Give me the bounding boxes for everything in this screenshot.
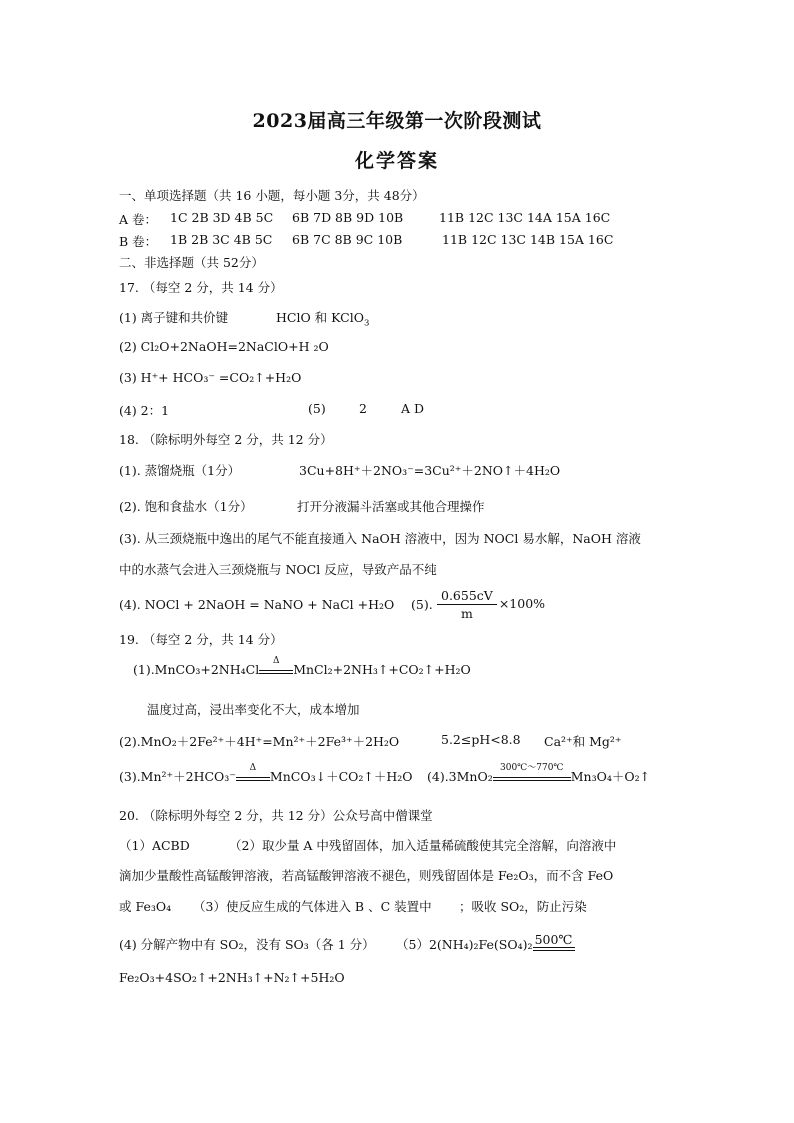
q18-answer-2 bbox=[119, 497, 599, 513]
q20-answer-2-start: （2）取少量 A 中残留固体，加入适量稀硫酸使其完全溶解，向溶液中 bbox=[229, 838, 617, 853]
q17-answer-2: (2) Cl₂O+2NaOH=2NaClO+H ₂O bbox=[119, 339, 329, 354]
q17-answer-3: (3) H⁺+ HCO₃⁻ =CO₂↑+H₂O bbox=[119, 370, 302, 385]
reaction-arrow: Δ bbox=[236, 775, 270, 781]
q19-answer-2a: (2).MnO₂＋2Fe²⁺＋4H⁺=Mn²⁺＋2Fe³⁺＋2H₂O bbox=[119, 734, 400, 749]
q19-answer-1-note: 温度过高，浸出率变化不大，成本增加 bbox=[147, 702, 360, 717]
fraction-numerator: 0.655cV bbox=[437, 588, 497, 605]
row-a-group-3: 11B 12C 13C 14A 15A 16C bbox=[439, 210, 611, 225]
q20-answer-4a: (4) 分解产物中有 SO₂，没有 SO₃（各 1 分） bbox=[119, 937, 375, 952]
q18-heading: 18. （除标明外每空 2 分，共 12 分） bbox=[119, 432, 333, 447]
q19-answer-2 bbox=[119, 732, 639, 748]
q18-answer-4a: (4). NOCl + 2NaOH = NaNO + NaCl +H₂O bbox=[119, 597, 395, 612]
q17-answer-5-label: (5) bbox=[308, 401, 326, 416]
q17-answer-5b: A D bbox=[401, 401, 425, 416]
section-2-heading: 二、非选择题（共 52分） bbox=[119, 255, 264, 270]
q20-answer-1 bbox=[119, 836, 679, 852]
q20-answer-3 bbox=[119, 897, 639, 913]
page-subtitle: 化学答案 bbox=[354, 150, 439, 172]
section-1-heading: 一、单项选择题（共 16 小题，每小题 3分，共 48分） bbox=[119, 188, 425, 203]
q18-answer-1a: (1). 蒸馏烧瓶（1分） bbox=[119, 463, 241, 478]
q20-answer-4 bbox=[119, 932, 639, 953]
row-a-label: A 卷： bbox=[119, 212, 158, 227]
reaction-arrow: Δ bbox=[259, 668, 293, 674]
q17-answer-4a: (4) 2：1 bbox=[119, 403, 170, 418]
q20-answer-1a: （1）ACBD bbox=[119, 838, 190, 853]
fraction-denominator: m bbox=[460, 606, 473, 621]
q20-answer-3b: ；吸收 SO₂，防止污染 bbox=[459, 899, 587, 914]
q17-answer-4 bbox=[119, 401, 439, 417]
q20-answer-5-start: （5）2(NH₄)₂Fe(SO₄)₂ 500℃ bbox=[396, 935, 575, 956]
fraction-tail: ×100% bbox=[498, 596, 546, 611]
row-a-group-1: 1C 2B 3D 4B 5C bbox=[170, 210, 274, 225]
q18-answer-2b: 打开分液漏斗活塞或其他合理操作 bbox=[297, 499, 485, 514]
row-b-label: B 卷： bbox=[119, 234, 158, 249]
q19-answer-1b: MnCl₂+2NH₃↑+CO₂↑+H₂O bbox=[293, 662, 471, 677]
page-title: 2023届高三年级第一次阶段测试 bbox=[252, 110, 542, 132]
reaction-arrow: 300℃～770℃ bbox=[493, 775, 571, 781]
q20-answer-5-end: Fe₂O₃+4SO₂↑+2NH₃↑+N₂↑+5H₂O bbox=[119, 970, 345, 985]
q19-answer-3 bbox=[119, 762, 679, 784]
q17-answer-5a: 2 bbox=[359, 401, 367, 416]
row-b-group-3: 11B 12C 13C 14B 15A 16C bbox=[442, 232, 614, 247]
q18-answer-4 bbox=[119, 588, 579, 624]
q19-answer-1 bbox=[133, 655, 471, 677]
q19-answer-1a: (1).MnCO₃+2NH₄Cl bbox=[133, 662, 260, 677]
q17-heading: 17. （每空 2 分，共 14 分） bbox=[119, 280, 283, 295]
q20-answer-3a: （3）使反应生成的气体进入 B 、C 装置中 bbox=[193, 899, 432, 914]
q18-answer-5-label: (5). bbox=[411, 597, 433, 612]
q19-answer-2c: Ca²⁺和 Mg²⁺ bbox=[544, 734, 622, 749]
q18-answer-1 bbox=[119, 461, 599, 477]
answer-row-a bbox=[119, 210, 611, 228]
q18-answer-5-formula bbox=[435, 588, 545, 621]
q19-answer-4-formula: (4).3MnO₂ 300℃～770℃ Mn₃O₄＋O₂↑ bbox=[427, 762, 651, 784]
reaction-condition: 500℃ bbox=[533, 932, 575, 951]
q18-answer-3-line-2: 中的水蒸气会进入三颈烧瓶与 NOCl 反应，导致产品不纯 bbox=[119, 562, 437, 577]
q20-answer-2-end: 或 Fe₃O₄ bbox=[119, 899, 172, 914]
q19-answer-3-formula: (3).Mn²⁺＋2HCO₃⁻ Δ MnCO₃↓＋CO₂↑＋H₂O bbox=[119, 762, 413, 784]
q20-heading: 20. （除标明外每空 2 分，共 12 分）公众号高中僧课堂 bbox=[119, 808, 433, 823]
row-b-group-1: 1B 2B 3C 4B 5C bbox=[170, 232, 273, 247]
q18-answer-1b: 3Cu+8H⁺＋2NO₃⁻=3Cu²⁺＋2NO↑＋4H₂O bbox=[299, 463, 561, 478]
q19-heading: 19. （每空 2 分，共 14 分） bbox=[119, 632, 283, 647]
q20-answer-2-cont: 滴加少量酸性高锰酸钾溶液，若高锰酸钾溶液不褪色，则残留固体是 Fe₂O₃，而不含 FeO bbox=[119, 868, 614, 883]
q17-answer-1b: HClO 和 KClO$_3$ bbox=[276, 310, 370, 329]
row-a-group-2: 6B 7D 8B 9D 10B bbox=[292, 210, 404, 225]
q18-answer-3-line-1: (3). 从三颈烧瓶中逸出的尾气不能直接通入 NaOH 溶液中，因为 NOCl 易水解，NaOH 溶液 bbox=[119, 531, 641, 546]
q17-answer-1a: (1) 离子键和共价键 bbox=[119, 310, 229, 325]
answer-row-b bbox=[119, 232, 614, 250]
row-b-group-2: 6B 7C 8B 9C 10B bbox=[292, 232, 403, 247]
q19-answer-2b: 5.2≤pH<8.8 bbox=[441, 732, 521, 747]
q17-answer-1 bbox=[119, 308, 370, 329]
fraction bbox=[437, 588, 497, 621]
q18-answer-2a: (2). 饱和食盐水（1分） bbox=[119, 499, 253, 514]
